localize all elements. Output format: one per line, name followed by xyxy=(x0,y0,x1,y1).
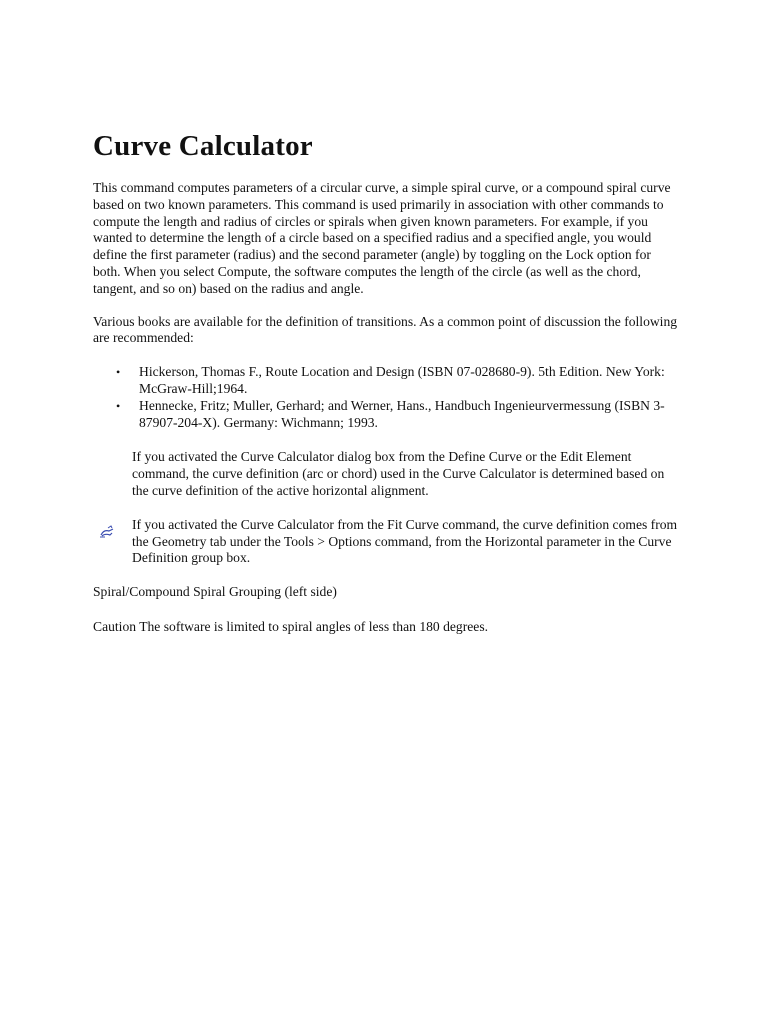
list-item xyxy=(93,364,678,398)
list-item xyxy=(93,398,678,432)
caution-paragraph: Caution The software is limited to spiral angles of less than 180 degrees. xyxy=(93,618,489,634)
books-intro-paragraph: Various books are available for the definition of transitions. As a common point of discussion the following are recommended: xyxy=(93,313,678,346)
note-paragraph: If you activated the Curve Calculator from the Fit Curve command, the curve definition comes from the Geometry tab under the Tools > Options command, from the Horizontal parameter in the Curve Definition group box. xyxy=(132,516,678,566)
reference-text: Hennecke, Fritz; Muller, Gerhard; and Werner, Hans., Handbuch Ingenieurvermessung (ISBN 3-87907-204-X). Germany: Wichmann; 1993. xyxy=(139,397,665,430)
bullet-icon: • xyxy=(116,365,121,380)
note-block xyxy=(93,449,678,567)
bullet-icon: • xyxy=(116,398,121,413)
page-title: Curve Calculator xyxy=(93,130,313,162)
document-page xyxy=(93,128,678,636)
intro-paragraph: This command computes parameters of a circular curve, a simple spiral curve, or a compound spiral curve based on two known parameters. This command is used primarily in association with other commands to compute the length and radius of circles or spirals when given known parameters. For example, if you wanted to determine the length of a circle based on a specified radius and a specified angle, you would define the first parameter (radius) and the second parameter (angle) by toggling on the Lock option for both. When you select Compute, the software computes the length of the circle (as well as the chord, tangent, and so on) based on the radius and angle. xyxy=(93,180,671,296)
writing-hand-icon xyxy=(99,525,115,539)
reference-list xyxy=(93,364,678,431)
reference-text: Hickerson, Thomas F., Route Location and Design (ISBN 07-028680-9). 5th Edition. New York: McGraw-Hill;1964. xyxy=(139,364,665,396)
note-paragraph: If you activated the Curve Calculator dialog box from the Define Curve or the Edit Element command, the curve definition (arc or chord) used in the Curve Calculator is determined based on the curve definition of the active horizontal alignment. xyxy=(132,449,665,498)
grouping-paragraph: Spiral/Compound Spiral Grouping (left side) xyxy=(93,584,337,600)
